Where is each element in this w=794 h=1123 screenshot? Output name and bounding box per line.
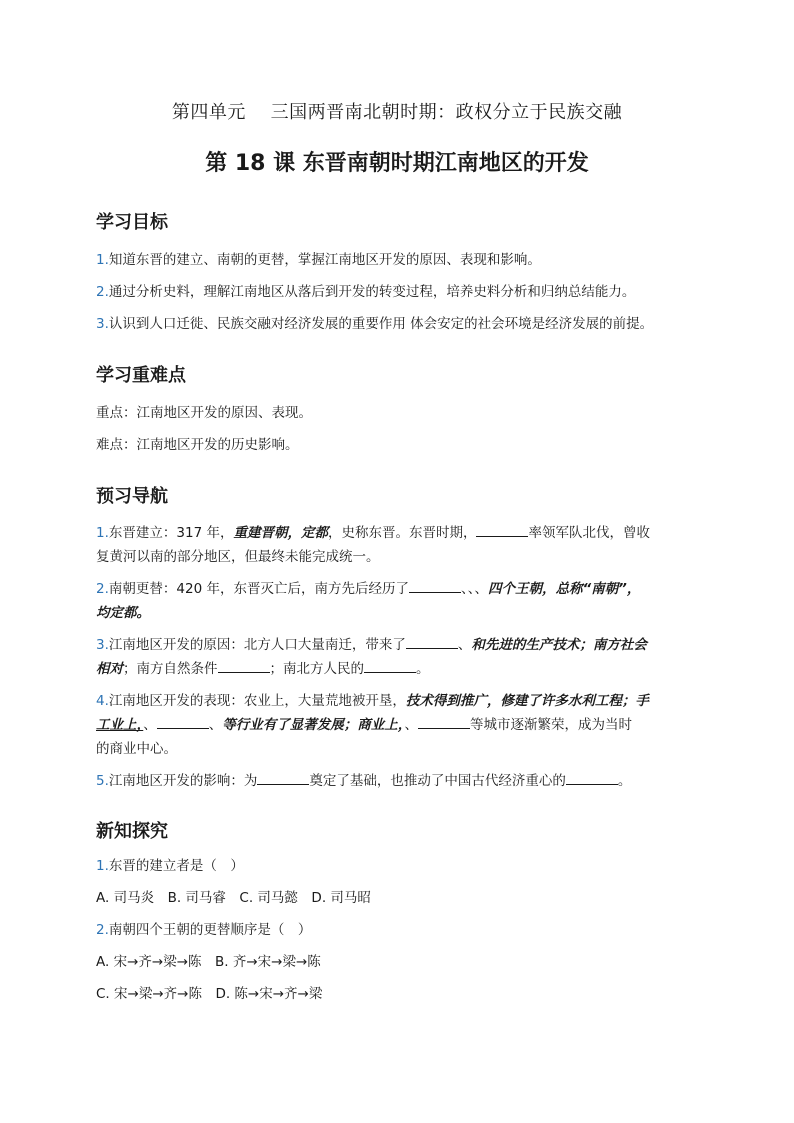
preview-q3-line1 [96, 636, 716, 654]
explore-q2 [96, 921, 716, 939]
fill-blank[interactable] [476, 524, 528, 537]
key-point: 重点：江南地区开发的原因、表现。 [96, 405, 312, 421]
text: 、 [143, 717, 157, 733]
emphasis-text: 和先进的生产技术；南方社会 [471, 637, 647, 653]
fill-blank[interactable] [409, 580, 461, 593]
item-text: 通过分析史料，理解江南地区从落后到开发的转变过程，培养史料分析和归纳总结能力。 [108, 284, 636, 300]
question-text: 南朝四个王朝的更替顺序是（ ） [108, 922, 312, 938]
item-number: 2. [96, 284, 109, 300]
item-number: 2. [96, 581, 109, 597]
text: 江南地区开发的影响：为 [108, 773, 258, 789]
fill-blank[interactable] [566, 772, 618, 785]
fill-blank[interactable] [218, 660, 270, 673]
text: 南朝更替：420 年，东晋灭亡后，南方先后经历了 [108, 581, 409, 597]
preview-q5-line1 [96, 772, 716, 790]
question-text: 东晋的建立者是（ ） [108, 858, 244, 874]
explore-q1-options: A. 司马炎 B. 司马睿 C. 司马懿 D. 司马昭 [96, 890, 371, 906]
item-number: 2. [96, 922, 109, 938]
text: 、、、 [460, 581, 488, 597]
emphasis-text: 技术得到推广，修建了许多水利工程；手 [405, 693, 649, 709]
text: ；南北方人民的 [269, 661, 364, 677]
emphasis-text: 相对 [96, 661, 123, 677]
preview-heading: 预习导航 [96, 486, 168, 507]
emphasis-text: 工业上， [96, 717, 144, 733]
text: 。 [416, 661, 430, 677]
objectives-heading: 学习目标 [96, 212, 168, 233]
fill-blank[interactable] [257, 772, 309, 785]
preview-q4-line3: 的商业中心。 [96, 741, 177, 757]
preview-q2-line2: 均定都。 [96, 605, 150, 621]
explore-q1 [96, 857, 716, 875]
preview-q3-line2 [96, 660, 716, 678]
difficult-point: 难点：江南地区开发的历史影响。 [96, 437, 299, 453]
objective-item-3 [96, 315, 716, 333]
text: ；南方自然条件 [123, 661, 218, 677]
item-text: 知道东晋的建立、南朝的更替，掌握江南地区开发的原因、表现和影响。 [108, 252, 541, 268]
fill-blank[interactable] [406, 636, 458, 649]
item-number: 3. [96, 637, 109, 653]
text: 、 [208, 717, 223, 733]
item-number: 5. [96, 773, 109, 789]
emphasis-text: 等行业有了显著发展；商业上， [222, 717, 405, 733]
text: 率领军队北伐，曾收 [528, 525, 650, 541]
explore-q2-options-2: C. 宋→梁→齐→陈 D. 陈→宋→齐→梁 [96, 986, 323, 1002]
preview-q4-line2 [96, 716, 716, 734]
text: 。 [617, 773, 632, 789]
preview-q2-line1 [96, 580, 716, 598]
item-number: 1. [96, 252, 109, 268]
emphasis-text: 重建晋朝，定都 [233, 525, 328, 541]
text: 等城市逐渐繁荣，成为当时 [470, 717, 632, 733]
explore-heading: 新知探究 [96, 821, 168, 842]
text: 、 [404, 717, 418, 733]
item-number: 1. [96, 858, 109, 874]
unit-title: 第四单元 三国两晋南北朝时期：政权分立于民族交融 [171, 102, 623, 123]
lesson-title: 第 18 课 东晋南朝时期江南地区的开发 [205, 151, 589, 176]
text: 东晋建立：317 年， [108, 525, 234, 541]
fill-blank[interactable] [364, 660, 416, 673]
fill-blank[interactable] [418, 716, 470, 729]
text: 江南地区开发的表现：农业上，大量荒地被开垦， [108, 693, 406, 709]
preview-q1-line1 [96, 524, 716, 542]
text: 江南地区开发的原因：北方人口大量南迁，带来了 [108, 637, 406, 653]
explore-q2-options-1: A. 宋→齐→梁→陈 B. 齐→宋→梁→陈 [96, 954, 321, 970]
fill-blank[interactable] [157, 716, 209, 729]
emphasis-text: 四个王朝，总称“南朝”， [487, 581, 641, 597]
key-points-heading: 学习重难点 [96, 365, 186, 386]
item-number: 4. [96, 693, 109, 709]
text: 、 [457, 637, 472, 653]
preview-q1-line2: 复黄河以南的部分地区，但最终未能完成统一。 [96, 549, 380, 565]
text: 奠定了基础，也推动了中国古代经济重心的 [309, 773, 566, 789]
objective-item-1 [96, 251, 716, 269]
preview-q4-line1 [96, 692, 716, 710]
objective-item-2 [96, 283, 716, 301]
item-number: 1. [96, 525, 109, 541]
item-number: 3. [96, 316, 109, 332]
text: ，史称东晋。东晋时期， [327, 525, 477, 541]
item-text: 认识到人口迁徙、民族交融对经济发展的重要作用 体会安定的社会环境是经济发展的前提。 [108, 316, 654, 332]
